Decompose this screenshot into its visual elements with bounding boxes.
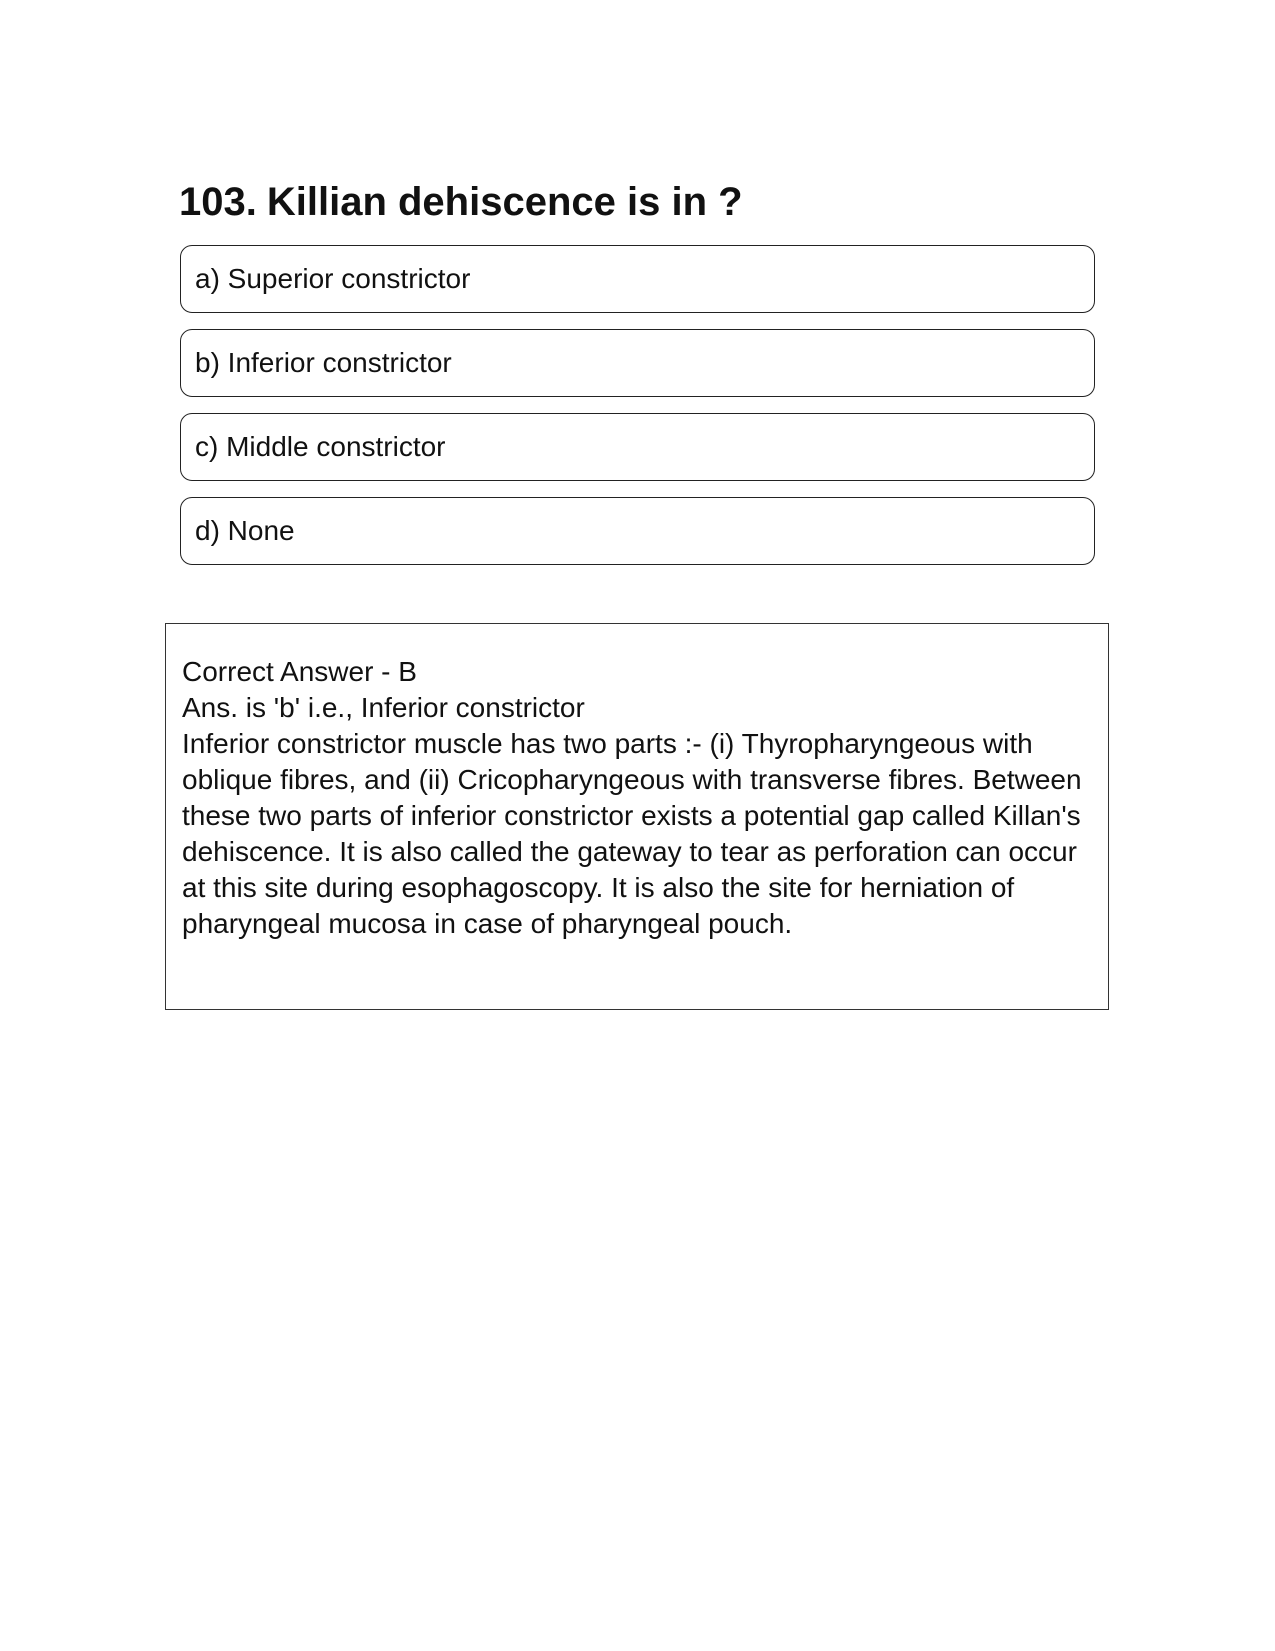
question-heading: [179, 176, 743, 228]
answer-explanation: Inferior constrictor muscle has two parts :- (i) Thyropharyngeous with oblique fibres, and (ii) Cricopharyngeous with transverse fibres. Between these two parts of inferior constrictor exists a potential gap called Killan's dehiscence. It is also called the gateway to tear as perforation can occur at this site during esophagoscopy. It is also the site for herniation of pharyngeal mucosa in case of pharyngeal pouch.: [182, 728, 1082, 939]
option-d[interactable]: d) None: [180, 497, 1095, 565]
option-b[interactable]: b) Inferior constrictor: [180, 329, 1095, 397]
option-a[interactable]: a) Superior constrictor: [180, 245, 1095, 313]
options-list: [180, 245, 1095, 581]
question-text: Killian dehiscence is in ?: [266, 180, 743, 224]
correct-answer: Correct Answer - B: [182, 656, 417, 687]
question-number: 103.: [179, 180, 257, 224]
option-c[interactable]: c) Middle constrictor: [180, 413, 1095, 481]
answer-box: [165, 623, 1109, 1010]
answer-summary: Ans. is 'b' i.e., Inferior constrictor: [182, 692, 585, 723]
